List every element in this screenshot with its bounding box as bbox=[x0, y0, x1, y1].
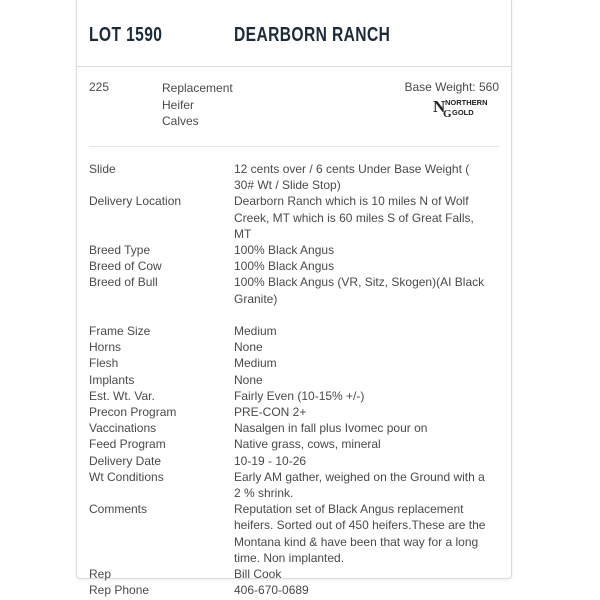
svg-text:G: G bbox=[443, 108, 452, 118]
northern-gold-logo bbox=[433, 96, 501, 118]
detail-value: PRE-CON 2+ bbox=[234, 405, 307, 420]
detail-value: Medium bbox=[234, 356, 277, 371]
detail-value: None bbox=[234, 372, 263, 387]
lot-details bbox=[89, 161, 499, 598]
detail-label: Frame Size bbox=[89, 324, 151, 339]
detail-row bbox=[89, 420, 499, 436]
detail-value: Native grass, cows, mineral bbox=[234, 437, 381, 452]
detail-label: Breed of Cow bbox=[89, 259, 162, 274]
lot-summary bbox=[77, 66, 511, 146]
detail-value: 100% Black Angus bbox=[234, 259, 335, 274]
detail-row bbox=[89, 372, 499, 388]
detail-row bbox=[89, 566, 499, 582]
lot-card bbox=[76, 0, 512, 598]
detail-label: Wt Conditions bbox=[89, 469, 164, 484]
detail-label: Est. Wt. Var. bbox=[89, 388, 155, 403]
detail-row bbox=[89, 469, 499, 501]
detail-row bbox=[89, 258, 499, 274]
detail-row bbox=[89, 582, 499, 598]
detail-label: Comments bbox=[89, 502, 148, 517]
detail-value: 406-670-0689 bbox=[234, 583, 309, 598]
detail-value: 12 cents over / 6 cents Under Base Weight ( 30# Wt / Slide Stop) bbox=[234, 162, 470, 193]
lot-description bbox=[162, 80, 233, 130]
detail-value: Medium bbox=[234, 324, 277, 339]
detail-label: Delivery Date bbox=[89, 453, 162, 468]
detail-row bbox=[89, 323, 499, 339]
detail-label: Horns bbox=[89, 340, 122, 355]
detail-label: Precon Program bbox=[89, 405, 177, 420]
detail-row bbox=[89, 274, 499, 306]
detail-row bbox=[89, 355, 499, 371]
head-count: 225 bbox=[89, 80, 110, 94]
lot-header bbox=[77, 0, 511, 67]
detail-row bbox=[89, 242, 499, 258]
detail-value: Nasalgen in fall plus Ivomec pour on bbox=[234, 421, 428, 436]
svg-text:N: N bbox=[433, 97, 446, 116]
detail-row bbox=[89, 453, 499, 469]
detail-label: Slide bbox=[89, 162, 116, 176]
detail-label: Rep Phone bbox=[89, 583, 150, 598]
detail-row bbox=[89, 161, 499, 193]
description-line: Calves bbox=[162, 114, 199, 128]
lot-number: LOT 1590 bbox=[89, 24, 163, 46]
detail-value: 100% Black Angus bbox=[234, 243, 335, 258]
detail-value: None bbox=[234, 340, 263, 355]
detail-value: Early AM gather, weighed on the Ground with a 2 % shrink. bbox=[234, 469, 485, 501]
detail-value: Reputation set of Black Angus replacement heifers. Sorted out of 450 heifers.These are the Montana kind & have been that way for a long time. Non implanted. bbox=[234, 502, 486, 565]
detail-label: Implants bbox=[89, 372, 135, 387]
detail-row bbox=[89, 404, 499, 420]
description-line: Replacement bbox=[162, 81, 233, 95]
detail-value: Bill Cook bbox=[234, 567, 282, 582]
detail-label: Flesh bbox=[89, 356, 119, 371]
svg-text:GOLD: GOLD bbox=[452, 108, 474, 117]
svg-text:NORTHERN: NORTHERN bbox=[445, 98, 488, 107]
detail-value: Fairly Even (10-15% +/-) bbox=[234, 388, 365, 403]
base-weight: Base Weight: 560 bbox=[404, 80, 499, 94]
detail-row bbox=[89, 501, 499, 566]
divider bbox=[89, 146, 499, 147]
detail-value: Dearborn Ranch which is 10 miles N of Wolf Creek, MT which is 60 miles S of Great Falls, MT bbox=[234, 194, 474, 241]
detail-label: Rep bbox=[89, 567, 112, 582]
detail-value: 100% Black Angus (VR, Sitz, Skogen)(AI Black Granite) bbox=[234, 275, 485, 306]
description-line: Heifer bbox=[162, 97, 195, 112]
detail-label: Delivery Location bbox=[89, 194, 182, 209]
detail-label: Vaccinations bbox=[89, 421, 157, 436]
detail-row bbox=[89, 436, 499, 452]
detail-value: 10-19 - 10-26 bbox=[234, 453, 307, 468]
detail-label: Feed Program bbox=[89, 437, 166, 452]
detail-label: Breed of Bull bbox=[89, 275, 158, 290]
ranch-name: DEARBORN RANCH bbox=[234, 24, 391, 46]
detail-row bbox=[89, 388, 499, 404]
detail-row bbox=[89, 339, 499, 355]
detail-label: Breed Type bbox=[89, 243, 151, 258]
detail-row bbox=[89, 193, 499, 242]
